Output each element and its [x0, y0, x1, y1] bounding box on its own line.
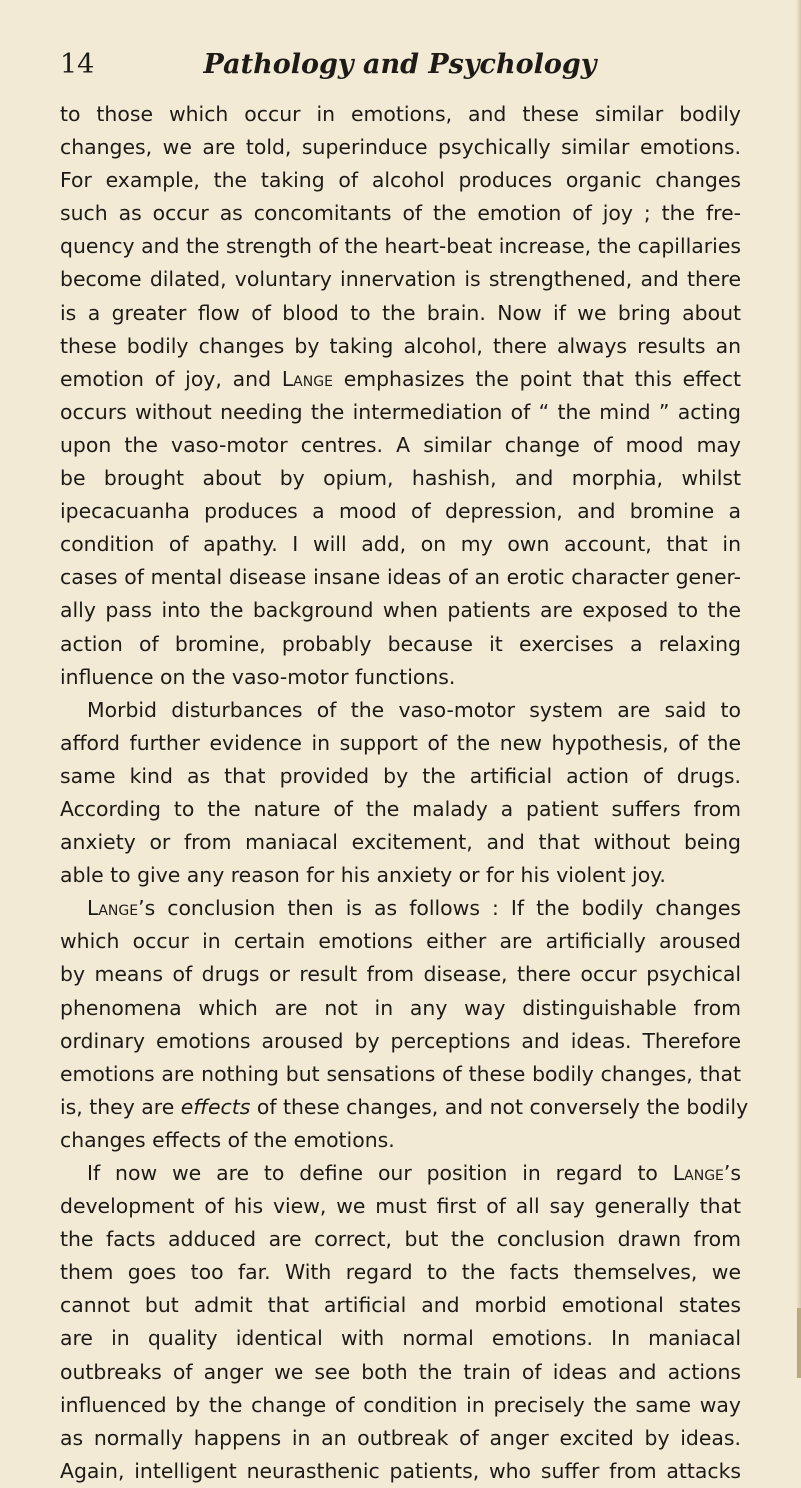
text-line: able to give any reason for his anxiety or for his violent joy.: [60, 863, 666, 888]
text-line: changes effects of the emotions.: [60, 1127, 395, 1152]
text-line: ally pass into the background when patients are exposed to the: [60, 598, 741, 623]
text-line: [60, 1157, 741, 1190]
text-line: condition of apathy. I will add, on my own account, that in: [60, 532, 741, 557]
text-line: For example, the taking of alcohol produces organic changes: [60, 168, 741, 193]
text-line: ordinary emotions aroused by perceptions and ideas. Therefore: [60, 1028, 741, 1053]
page-number: 14: [60, 49, 95, 80]
page-header: [60, 49, 740, 89]
text-line: these bodily changes by taking alcohol, there always results an: [60, 333, 741, 358]
text-line: influence on the vaso-motor functions.: [60, 664, 456, 689]
author-name-lange: Lange: [87, 896, 139, 921]
text-segment: emotion of joy, and: [60, 366, 282, 391]
text-segment: ’s conclusion then is as follows : If the bodily changes: [138, 896, 741, 921]
text-line: the facts adduced are correct, but the conclusion drawn from: [60, 1227, 741, 1252]
text-segment: emphasizes the point that this effect: [332, 366, 742, 391]
text-line: as normally happens in an outbreak of anger excited by ideas.: [60, 1425, 741, 1450]
text-line: which occur in certain emotions either are artificially aroused: [60, 929, 741, 954]
text-line: is a greater flow of blood to the brain. Now if we bring about: [60, 300, 741, 325]
text-line: anxiety or from maniacal excitement, and that without being: [60, 830, 741, 855]
text-line: occurs without needing the intermediation of “ the mind ” acting: [60, 399, 741, 424]
text-segment: of these changes, and not conversely the bodily: [250, 1094, 749, 1119]
text-line: such as occur as concomitants of the emotion of joy ; the fre-: [60, 201, 741, 226]
text-line: same kind as that provided by the artificial action of drugs.: [60, 763, 741, 788]
text-line: [60, 892, 741, 925]
text-line: changes, we are told, superinduce psychically similar emotions.: [60, 135, 741, 160]
page-edge-shadow: [796, 0, 801, 1378]
text-line: influenced by the change of condition in precisely the same way: [60, 1392, 741, 1417]
page-edge-mark: [797, 1308, 801, 1378]
text-line: be brought about by opium, hashish, and morphia, whilst: [60, 466, 741, 491]
text-line: phenomena which are not in any way distinguishable from: [60, 995, 741, 1020]
text-line: Morbid disturbances of the vaso-motor system are said to: [87, 697, 741, 722]
text-line: cases of mental disease insane ideas of an erotic character gener-: [60, 565, 741, 590]
text-line: quency and the strength of the heart-beat increase, the capillaries: [60, 234, 741, 259]
emphasized-word: effects: [180, 1094, 251, 1119]
text-line: Again, intelligent neurasthenic patients, who suffer from attacks: [60, 1458, 741, 1483]
text-line: development of his view, we must first of all say generally that: [60, 1194, 741, 1219]
body-text: [60, 98, 749, 1488]
text-line: [60, 1091, 749, 1124]
text-line: are in quality identical with normal emotions. In maniacal: [60, 1326, 741, 1351]
text-segment: ’s: [723, 1161, 741, 1185]
author-name-lange: Lange: [281, 366, 333, 391]
text-line: afford further evidence in support of the new hypothesis, of the: [60, 730, 741, 755]
text-line: action of bromine, probably because it exercises a relaxing: [60, 631, 741, 656]
text-line: by means of drugs or result from disease, there occur psychical: [60, 962, 741, 987]
text-line: become dilated, voluntary innervation is strengthened, and there: [60, 267, 741, 292]
text-segment: is, they are: [60, 1094, 181, 1119]
running-title: Pathology and Psychology: [203, 49, 597, 80]
text-line: outbreaks of anger we see both the train of ideas and actions: [60, 1359, 741, 1384]
text-line: upon the vaso-motor centres. A similar change of mood may: [60, 432, 741, 457]
text-line: to those which occur in emotions, and these similar bodily: [60, 102, 741, 126]
text-line: ipecacuanha produces a mood of depression, and bromine a: [60, 499, 741, 524]
text-line: cannot but admit that artificial and morbid emotional states: [60, 1293, 741, 1318]
text-segment: If now we are to define our position in regard to: [87, 1161, 673, 1185]
text-line: According to the nature of the malady a patient suffers from: [60, 796, 741, 821]
text-line: [60, 363, 741, 396]
text-line: emotions are nothing but sensations of these bodily changes, that: [60, 1061, 741, 1086]
text-line: them goes too far. With regard to the facts themselves, we: [60, 1260, 741, 1285]
author-name-lange: Lange: [672, 1161, 724, 1185]
